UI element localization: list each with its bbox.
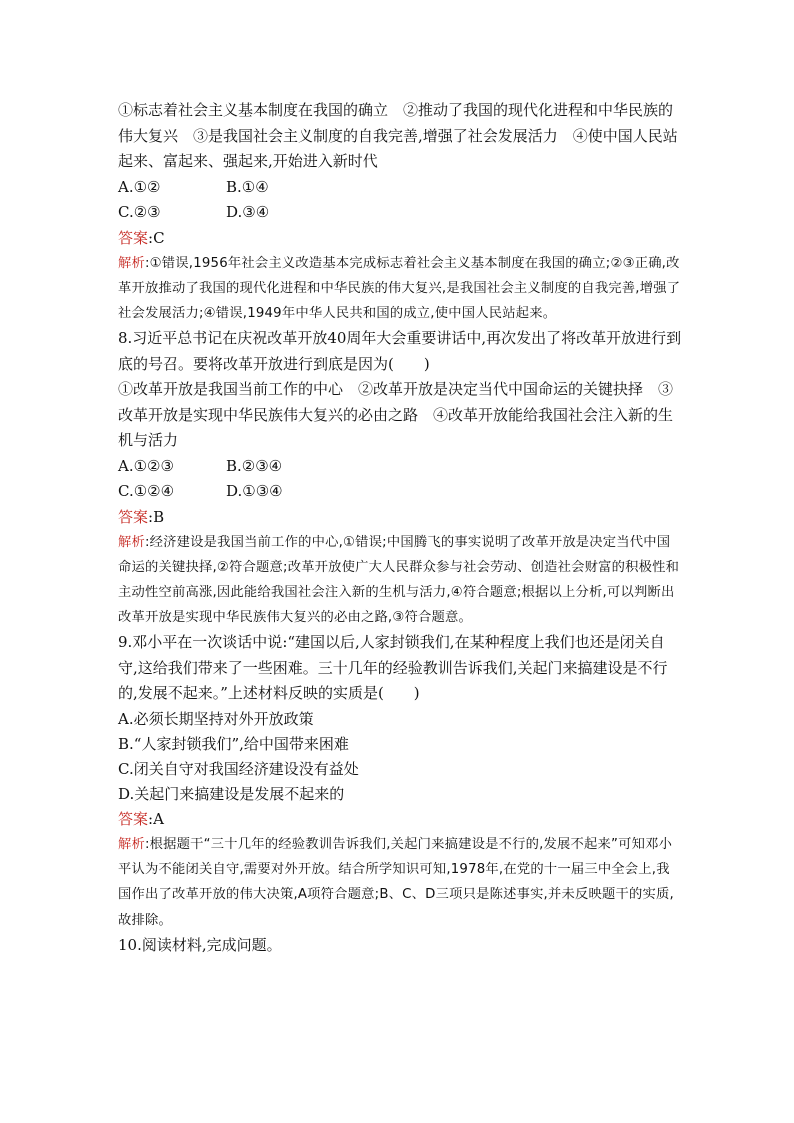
q7-options-row-2 [118, 200, 683, 226]
document-page [118, 98, 683, 958]
explain-label: 解析 [118, 836, 145, 852]
q8-options-row-1 [118, 454, 683, 480]
q8-option-d[interactable]: D.①③④ [226, 482, 283, 501]
explain-text: :根据题干“三十几年的经验教训告诉我们,关起门来搞建设是不行的,发展不起来”可知邓小平认为不能闭关自守,需要对外开放。结合所学知识可知,1978年,在党的十一届三中全会上,我国作出了改革开放的伟大决策,A项符合题意;B、C、D三项只是陈述事实,并未反映题干的实质,故排除。 [118, 836, 674, 928]
q8-option-c[interactable]: C.①②④ [118, 482, 175, 501]
q9-option-b[interactable]: B.“人家封锁我们”,给中国带来困难 [118, 734, 349, 753]
q7-explanation [118, 251, 683, 327]
q8-option-b[interactable]: B.②③④ [226, 456, 283, 475]
explain-text: :①错误,1956年社会主义改造基本完成标志着社会主义基本制度在我国的确立;②③正确,改革开放推动了我国的现代化进程和中华民族的伟大复兴,是我国社会主义制度的自我完善,增强了社会发展活力;④错误,1949年中华人民共和国的成立,使中国人民站起来。 [118, 255, 681, 321]
q8-statements: ①改革开放是我国当前工作的中心 ②改革开放是决定当代中国命运的关键抉择 ③改革开放是实现中华民族伟大复兴的必由之路 ④改革开放能给我国社会注入新的生机与活力 [118, 380, 674, 450]
explain-label: 解析 [118, 255, 145, 271]
q9-option-d[interactable]: D.关起门来搞建设是发展不起来的 [118, 784, 345, 803]
q8-explanation [118, 530, 683, 631]
q9-option-c[interactable]: C.闭关自守对我国经济建设没有益处 [118, 759, 359, 778]
q8-option-a[interactable]: A.①②③ [118, 456, 174, 475]
answer-label: 答案 [118, 809, 149, 828]
q7-option-b[interactable]: B.①④ [226, 177, 269, 196]
answer-value: :A [148, 809, 164, 828]
q9-answer [118, 807, 683, 832]
q10-stem: 10.阅读材料,完成问题。 [118, 935, 282, 954]
q8-stem: 8.习近平总书记在庆祝改革开放40周年大会重要讲话中,再次发出了将改革开放进行到底的号召。要将改革开放进行到底是因为( ) [118, 329, 682, 373]
q7-option-c[interactable]: C.②③ [118, 203, 161, 221]
q7-option-a[interactable]: A.①② [118, 177, 161, 196]
q8-answer [118, 505, 683, 530]
q9-explanation [118, 832, 683, 933]
q7-option-d[interactable]: D.③④ [226, 203, 270, 221]
answer-value: :C [148, 228, 165, 247]
answer-value: :B [148, 507, 165, 526]
q7-answer [118, 226, 683, 251]
q7-statements: ①标志着社会主义基本制度在我国的确立 ②推动了我国的现代化进程和中华民族的伟大复兴 ③是我国社会主义制度的自我完善,增强了社会发展活力 ④使中国人民站起来、富起来、强起来,开始进入新时代 [118, 101, 678, 170]
answer-label: 答案 [118, 228, 149, 247]
q7-options-row-1 [118, 175, 683, 201]
q9-stem: 9.邓小平在一次谈话中说:“建国以后,人家封锁我们,在某种程度上我们也还是闭关自守,这给我们带来了一些困难。三十几年的经验教训告诉我们,关起门来搞建设是不行的,发展不起来。”上述材料反映的实质是( ) [118, 633, 668, 703]
q9-option-a[interactable]: A.必须长期坚持对外开放政策 [118, 709, 314, 728]
q8-options-row-2 [118, 479, 683, 505]
explain-label: 解析 [118, 534, 145, 550]
answer-label: 答案 [118, 507, 149, 526]
explain-text: :经济建设是我国当前工作的中心,①错误;中国腾飞的事实说明了改革开放是决定当代中国命运的关键抉择,②符合题意;改革开放使广大人民群众参与社会劳动、创造社会财富的积极性和主动性空前高涨,因此能给我国社会注入新的生机与活力,④符合题意;根据以上分析,可以判断出改革开放是实现中华民族伟大复兴的必由之路,③符合题意。 [118, 534, 680, 626]
